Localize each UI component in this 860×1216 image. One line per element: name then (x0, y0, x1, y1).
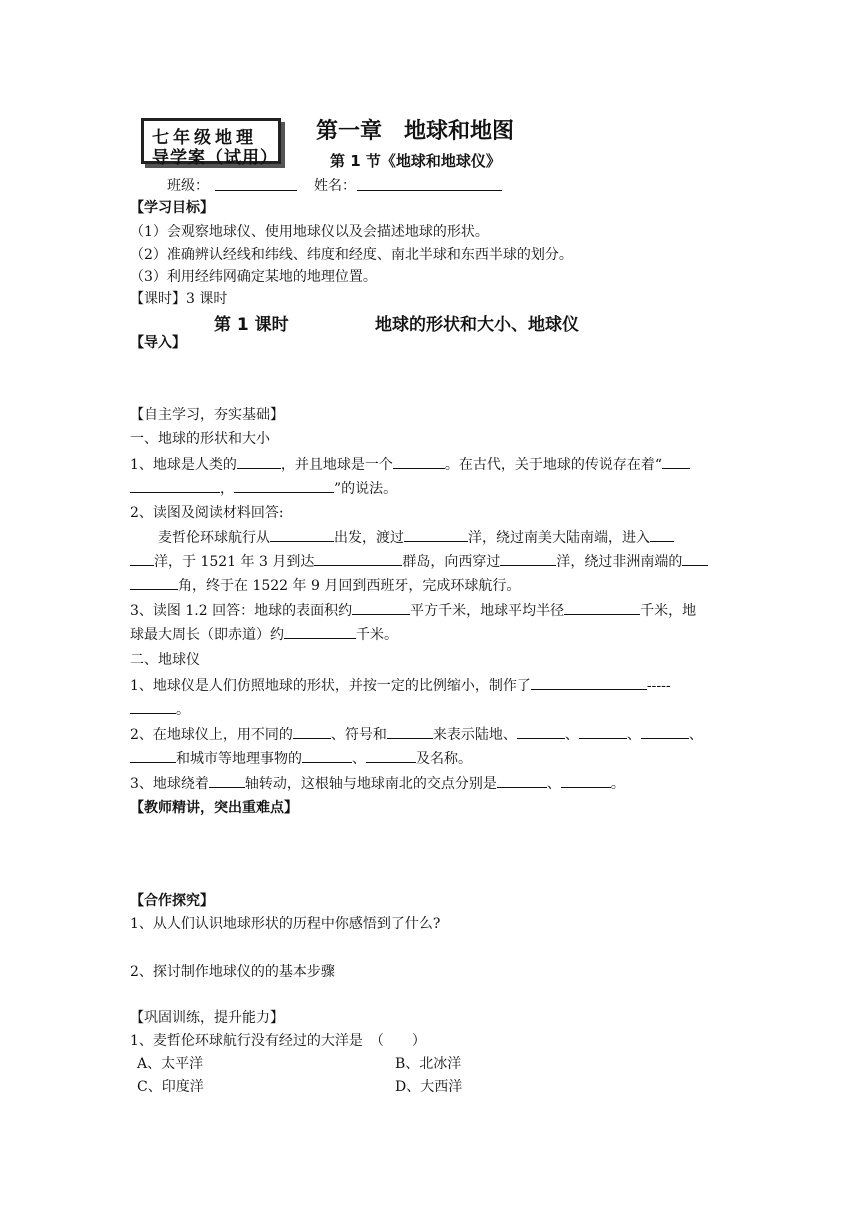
q1-blank-5[interactable] (234, 478, 334, 493)
g2-blank-4[interactable] (579, 724, 627, 739)
goals-heading: 【学习目标】 (130, 200, 214, 216)
g1-blank-2[interactable] (130, 699, 176, 714)
q3-text-d: 球最大周长（即赤道）约 (130, 627, 284, 643)
goal-item: （1）会观察地球仪、使用地球仪以及会描述地球的形状。 (130, 224, 489, 240)
q3-blank-3[interactable] (284, 624, 356, 639)
g2-line-1 (130, 724, 703, 744)
q3-blank-2[interactable] (564, 600, 640, 615)
q2-blank-1[interactable] (270, 527, 334, 542)
q2-text-b: 出发，渡过 (334, 530, 404, 546)
q2-text-e: 群岛，向西穿过 (402, 554, 501, 570)
q1-blank-2[interactable] (393, 454, 445, 469)
q1-blank-1[interactable] (237, 454, 281, 469)
practice-q1: 1、麦哲伦环球航行没有经过的大洋是 （ ） (130, 1033, 426, 1049)
g2-blank-6[interactable] (130, 748, 176, 763)
goal-item: （2）准确辨认经线和纬线、纬度和经度、南北半球和东西半球的划分。 (130, 247, 573, 263)
option-b[interactable]: B、北冰洋 (395, 1056, 462, 1072)
q2-blank-5[interactable] (500, 551, 556, 566)
grade-badge (141, 118, 281, 168)
g2-text-f: 及名称。 (416, 751, 472, 767)
g3-text-b: 轴转动，这根轴与地球南北的交点分别是 (244, 776, 497, 792)
hours-line: 【课时】3 课时 (130, 291, 228, 307)
g2-blank-1[interactable] (293, 724, 331, 739)
q2-text-f: 洋，绕过非洲南端的 (556, 554, 683, 570)
intro-heading: 【导入】 (130, 335, 186, 351)
g1-line-1 (130, 675, 671, 695)
q3-text-b: 平方千米，地球平均半径 (410, 603, 565, 619)
lesson-topic: 地球的形状和大小、地球仪 (375, 315, 579, 335)
g1-dash: ----- (646, 678, 671, 694)
g2-text-c: 来表示陆地、 (432, 727, 517, 743)
q1-text-c: 。在古代，关于地球的传说存在着“ (444, 457, 663, 473)
g2-blank-7[interactable] (302, 748, 352, 763)
q2-blank-6[interactable] (682, 551, 708, 566)
practice-heading: 【巩固训练，提升能力】 (130, 1010, 284, 1026)
g2-sep: 、 (688, 727, 703, 743)
g3-text-d: 。 (610, 776, 625, 792)
coop-q2: 2、探讨制作地球仪的的基本步骤 (130, 964, 335, 980)
g2-blank-8[interactable] (366, 748, 416, 763)
part2-heading: 二、地球仪 (130, 652, 200, 668)
q2-blank-3[interactable] (650, 527, 674, 542)
g1-text-a: 1、地球仪是人们仿照地球的形状，并按一定的比例缩小，制作了 (130, 678, 531, 694)
g2-blank-2[interactable] (387, 724, 433, 739)
q2-text-d: 洋，于 1521 年 3 月到达 (154, 554, 315, 570)
q3-blank-1[interactable] (352, 600, 410, 615)
class-field[interactable] (215, 189, 297, 191)
teacher-heading: 【教师精讲，突出重难点】 (130, 800, 298, 816)
class-label: 班级： (167, 178, 209, 194)
q3-line-2 (130, 624, 398, 644)
option-d[interactable]: D、大西洋 (395, 1079, 463, 1095)
q2-blank-4[interactable] (314, 551, 402, 566)
g3-line (130, 773, 625, 793)
g2-text-b: 、符号和 (330, 727, 387, 743)
g3-blank-1[interactable] (209, 773, 245, 788)
part1-heading: 一、地球的形状和大小 (130, 431, 270, 447)
q1-line (130, 454, 690, 474)
badge-line2: 导学案（试用） (152, 148, 278, 168)
g3-blank-2[interactable] (497, 773, 547, 788)
g2-text-d: 和城市等地理事物的 (176, 751, 302, 767)
name-field[interactable] (357, 189, 502, 191)
g2-text-e: 、 (352, 751, 366, 767)
q1-text-e: ”的说法。 (334, 481, 398, 497)
q3-line-1 (130, 600, 696, 620)
q2-blank-2[interactable] (404, 527, 468, 542)
goal-item: （3）利用经纬网确定某地的地理位置。 (130, 269, 377, 285)
g2-blank-5[interactable] (641, 724, 689, 739)
g1-line-2 (130, 699, 190, 719)
q2-text-a: 麦哲伦环球航行从 (158, 530, 270, 546)
g2-blank-3[interactable] (517, 724, 565, 739)
lesson-number: 第 1 课时 (214, 315, 289, 335)
chapter-title: 第一章 地球和地图 (316, 119, 515, 144)
q2-para-line-1 (158, 527, 674, 547)
option-a[interactable]: A、太平洋 (137, 1056, 204, 1072)
g1-end: 。 (176, 702, 190, 718)
g1-blank-1[interactable] (531, 675, 647, 690)
q3-text-c: 千米，地 (640, 603, 697, 619)
q1-text-a: 1、地球是人类的 (130, 457, 237, 473)
q3-text-a: 3、读图 1.2 回答：地球的表面积约 (130, 603, 353, 619)
q2-blank-6b[interactable] (130, 575, 178, 590)
q1-text-d: ， (220, 481, 234, 497)
q2-para-line-2 (130, 551, 708, 571)
q2-text-g: 角，终于在 1522 年 9 月回到西班牙，完成环球航行。 (178, 578, 521, 594)
q1-text-b: ，并且地球是一个 (280, 457, 393, 473)
g2-line-2 (130, 748, 472, 768)
g3-text-c: 、 (546, 776, 561, 792)
badge-line1: 七年级地理 (152, 128, 257, 148)
coop-heading: 【合作探究】 (130, 893, 214, 909)
section-title: 第 1 节《地球和地球仪》 (330, 152, 501, 170)
q3-text-e: 千米。 (356, 627, 398, 643)
q1-blank-4[interactable] (130, 478, 220, 493)
q2-para-line-3 (130, 575, 520, 595)
coop-q1: 1、从人们认识地球形状的历程中你感悟到了什么? (130, 916, 441, 932)
q1-line-2 (130, 478, 397, 498)
g2-sep: 、 (564, 727, 579, 743)
name-label: 姓名： (314, 178, 356, 194)
g3-blank-3[interactable] (561, 773, 611, 788)
option-c[interactable]: C、印度洋 (137, 1079, 204, 1095)
q2-line: 2、读图及阅读材料回答: (130, 505, 284, 521)
g2-text-a: 2、在地球仪上，用不同的 (130, 727, 293, 743)
q2-text-c: 洋，绕过南美大陆南端，进入 (468, 530, 650, 546)
self-study-heading: 【自主学习，夯实基础】 (130, 407, 284, 423)
g2-sep: 、 (626, 727, 641, 743)
q2-blank-3b[interactable] (130, 551, 154, 566)
q1-blank-3[interactable] (662, 454, 690, 469)
g3-text-a: 3、地球绕着 (130, 776, 209, 792)
